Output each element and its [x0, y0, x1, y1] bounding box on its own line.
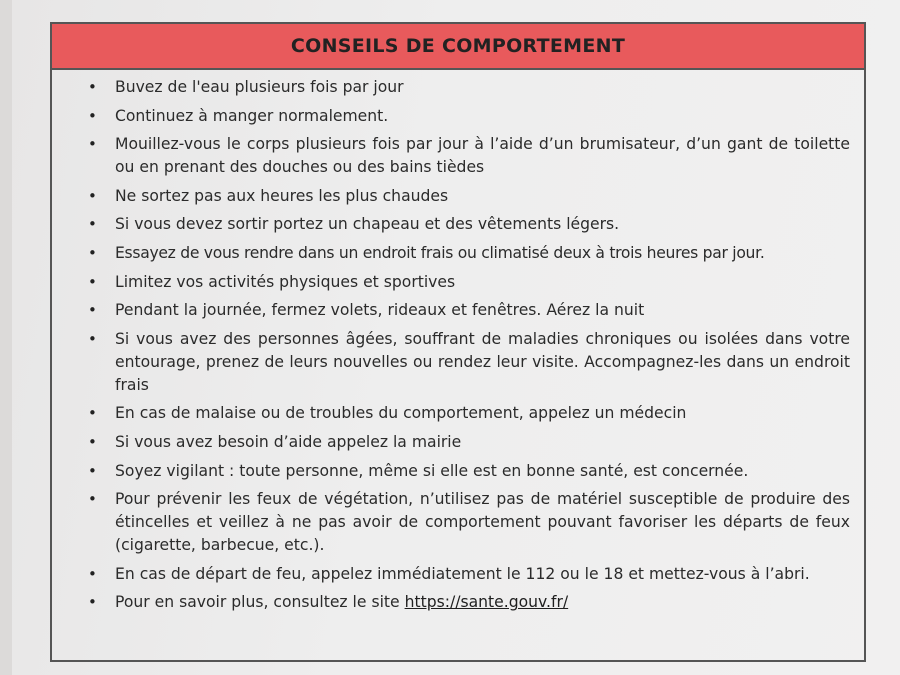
list-item: • En cas de malaise ou de troubles du comportement, appelez un médecin: [52, 402, 850, 425]
list-item: • Limitez vos activités physiques et sportives: [52, 271, 850, 294]
list-item: • Essayez de vous rendre dans un endroit frais ou climatisé deux à trois heures par jour.: [52, 242, 850, 265]
list-item: • Soyez vigilant : toute personne, même si elle est en bonne santé, est concernée.: [52, 460, 850, 483]
more-info-text: Pour en savoir plus, consultez le site: [115, 593, 405, 612]
site-link[interactable]: https://sante.gouv.fr/: [404, 593, 569, 612]
list-item-last: [52, 591, 850, 614]
paper-sheet: [12, 0, 900, 675]
advice-list: [52, 70, 864, 614]
page-title: CONSEILS DE COMPORTEMENT: [290, 35, 626, 57]
list-item: • Si vous devez sortir portez un chapeau et des vêtements légers.: [52, 213, 850, 236]
list-item: • Pendant la journée, fermez volets, rideaux et fenêtres. Aérez la nuit: [52, 299, 850, 322]
list-item: • Pour prévenir les feux de végétation, n’utilisez pas de matériel susceptible de produire des étincelles et veillez à ne pas avoir de comportement pouvant favoriser les départs de feux (cigarette, barbecue, etc.).: [52, 488, 850, 557]
list-item: • En cas de départ de feu, appelez immédiatement le 112 ou le 18 et mettez-vous à l’abri.: [52, 563, 850, 586]
list-item: • Buvez de l'eau plusieurs fois par jour: [52, 76, 850, 99]
list-item: • Continuez à manger normalement.: [52, 105, 850, 128]
list-item: • Mouillez-vous le corps plusieurs fois par jour à l’aide d’un brumisateur, d’un gant de toilette ou en prenant des douches ou des bains tièdes: [52, 133, 850, 179]
list-item: • Ne sortez pas aux heures les plus chaudes: [52, 185, 850, 208]
list-item: • Si vous avez des personnes âgées, souffrant de maladies chroniques ou isolées dans votre entourage, prenez de leurs nouvelles ou rendez leur visite. Accompagnez-les dans un endroit frais: [52, 328, 850, 397]
list-item: • Si vous avez besoin d’aide appelez la mairie: [52, 431, 850, 454]
advice-box: [50, 22, 866, 662]
header-banner: [52, 24, 864, 70]
